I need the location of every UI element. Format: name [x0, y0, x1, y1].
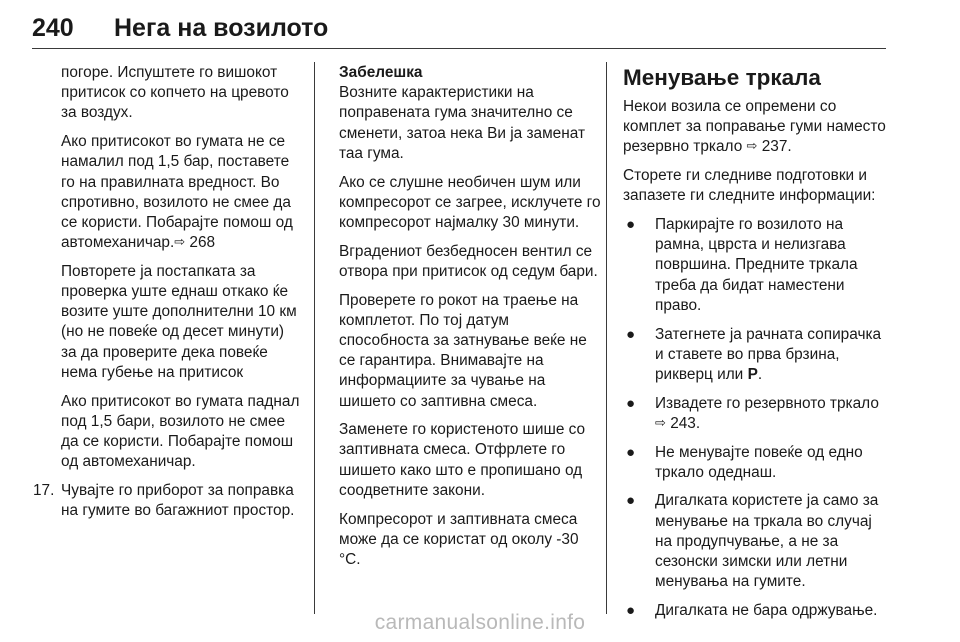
list-item: ● Затегнете ја рачната сопирачка и ставете во прва брзина, рикверц или P.	[626, 325, 882, 383]
list-item: ● Дигалката не бара одржување.	[623, 601, 889, 621]
column-middle	[339, 63, 601, 579]
chapter-title: Нега на возилото	[114, 14, 329, 42]
paragraph: Проверете го рокот на траење на комплетот. По тој датум способноста за затнување веќе не се гарантира. Внимавајте на информациите за чување на шишето со заптивна смеса.	[339, 291, 587, 410]
list-item: ● Дигалката користете ја само за менување на тркала во случај на продупчување, а не за сезонски зимски или летни менувања на гумите.	[626, 492, 879, 591]
bullet-icon: ●	[626, 325, 636, 343]
item-text: Чувајте го приборот за поправка на гумите во багажниот простор.	[61, 481, 295, 520]
paragraph: Сторете ги следниве подготовки и запазете ги следните информации:	[623, 167, 876, 205]
bullet-list	[623, 215, 889, 621]
list-item: ● Извадете го резервното тркало ⇨ 243.	[626, 394, 879, 432]
bullet-icon: ●	[626, 443, 636, 461]
note-text: Возните карактеристики на поправената гума значително се сменети, затоа нека Ви ја заменат таа гума.	[339, 84, 586, 162]
header-rule	[32, 48, 886, 49]
paragraph: Ако притисокот во гумата не се намалил под 1,5 бар, поставете го на правилната вредност. Во спротивно, возилото не смее да се користи. Побарајте помош од автомеханичар.⇨ 268	[61, 133, 293, 252]
paragraph: Вградениот безбедносен вентил се отвора при притисок од седум бари.	[339, 242, 598, 280]
arrow-icon: ⇨	[174, 234, 186, 250]
column-right	[623, 63, 889, 630]
column-divider	[606, 62, 607, 614]
paragraph: Ако притисокот во гумата паднал под 1,5 бари, возилото не смее да се користи. Побарајте помош од автомеханичар.	[61, 392, 300, 471]
column-divider	[314, 62, 315, 614]
arrow-icon: ⇨	[746, 138, 758, 154]
note-title: Забелешка	[339, 64, 423, 81]
page-header	[32, 14, 886, 50]
item-number: 17.	[33, 481, 55, 499]
paragraph: Компресорот и заптивната смеса може да се користат од околу -30 °C.	[339, 510, 579, 568]
paragraph: Заменете го користеното шише со заптивната смеса. Отфрлете го шишето како што е пропишано од соодветните закони.	[339, 421, 586, 499]
note	[339, 63, 601, 164]
bullet-icon: ●	[626, 492, 636, 510]
page-reference[interactable]: ⇨ 243.	[655, 414, 701, 432]
page-number: 240	[32, 14, 74, 42]
watermark: carmanualsonline.info	[374, 611, 586, 634]
bullet-icon: ●	[626, 601, 636, 619]
numbered-item	[33, 481, 301, 521]
page-reference[interactable]: ⇨ 237.	[746, 138, 792, 156]
section-heading: Менување тркала	[623, 65, 821, 90]
bullet-icon: ●	[626, 394, 636, 412]
page-reference[interactable]: ⇨ 268	[174, 234, 216, 252]
paragraph: Повторете ја постапката за проверка уште еднаш откако ќе возите уште дополнителни 10 км (но не повеќе од десет минути) за да проверите дека повеќе нема губење на притисок	[61, 262, 297, 381]
paragraph: погоре. Испуштете го вишокот притисок со копчето на цревото за воздух.	[61, 64, 289, 122]
list-item: ● Паркирајте го возилото на рамна, цврста и нелизгава површина. Предните тркала треба да бидат наместени право.	[626, 216, 858, 314]
arrow-icon: ⇨	[655, 414, 666, 430]
list-item: ● Не менувајте повеќе од едно тркало одеднаш.	[626, 443, 863, 481]
bullet-icon: ●	[626, 216, 636, 234]
paragraph: Ако се слушне необичен шум или компресорот се загрее, исклучете го компресорот најмалку 30 минути.	[339, 173, 601, 231]
column-left	[33, 63, 301, 530]
paragraph: Некои возила се опремени со комплет за поправање гуми наместо резервно тркало ⇨ 237.	[623, 98, 886, 156]
